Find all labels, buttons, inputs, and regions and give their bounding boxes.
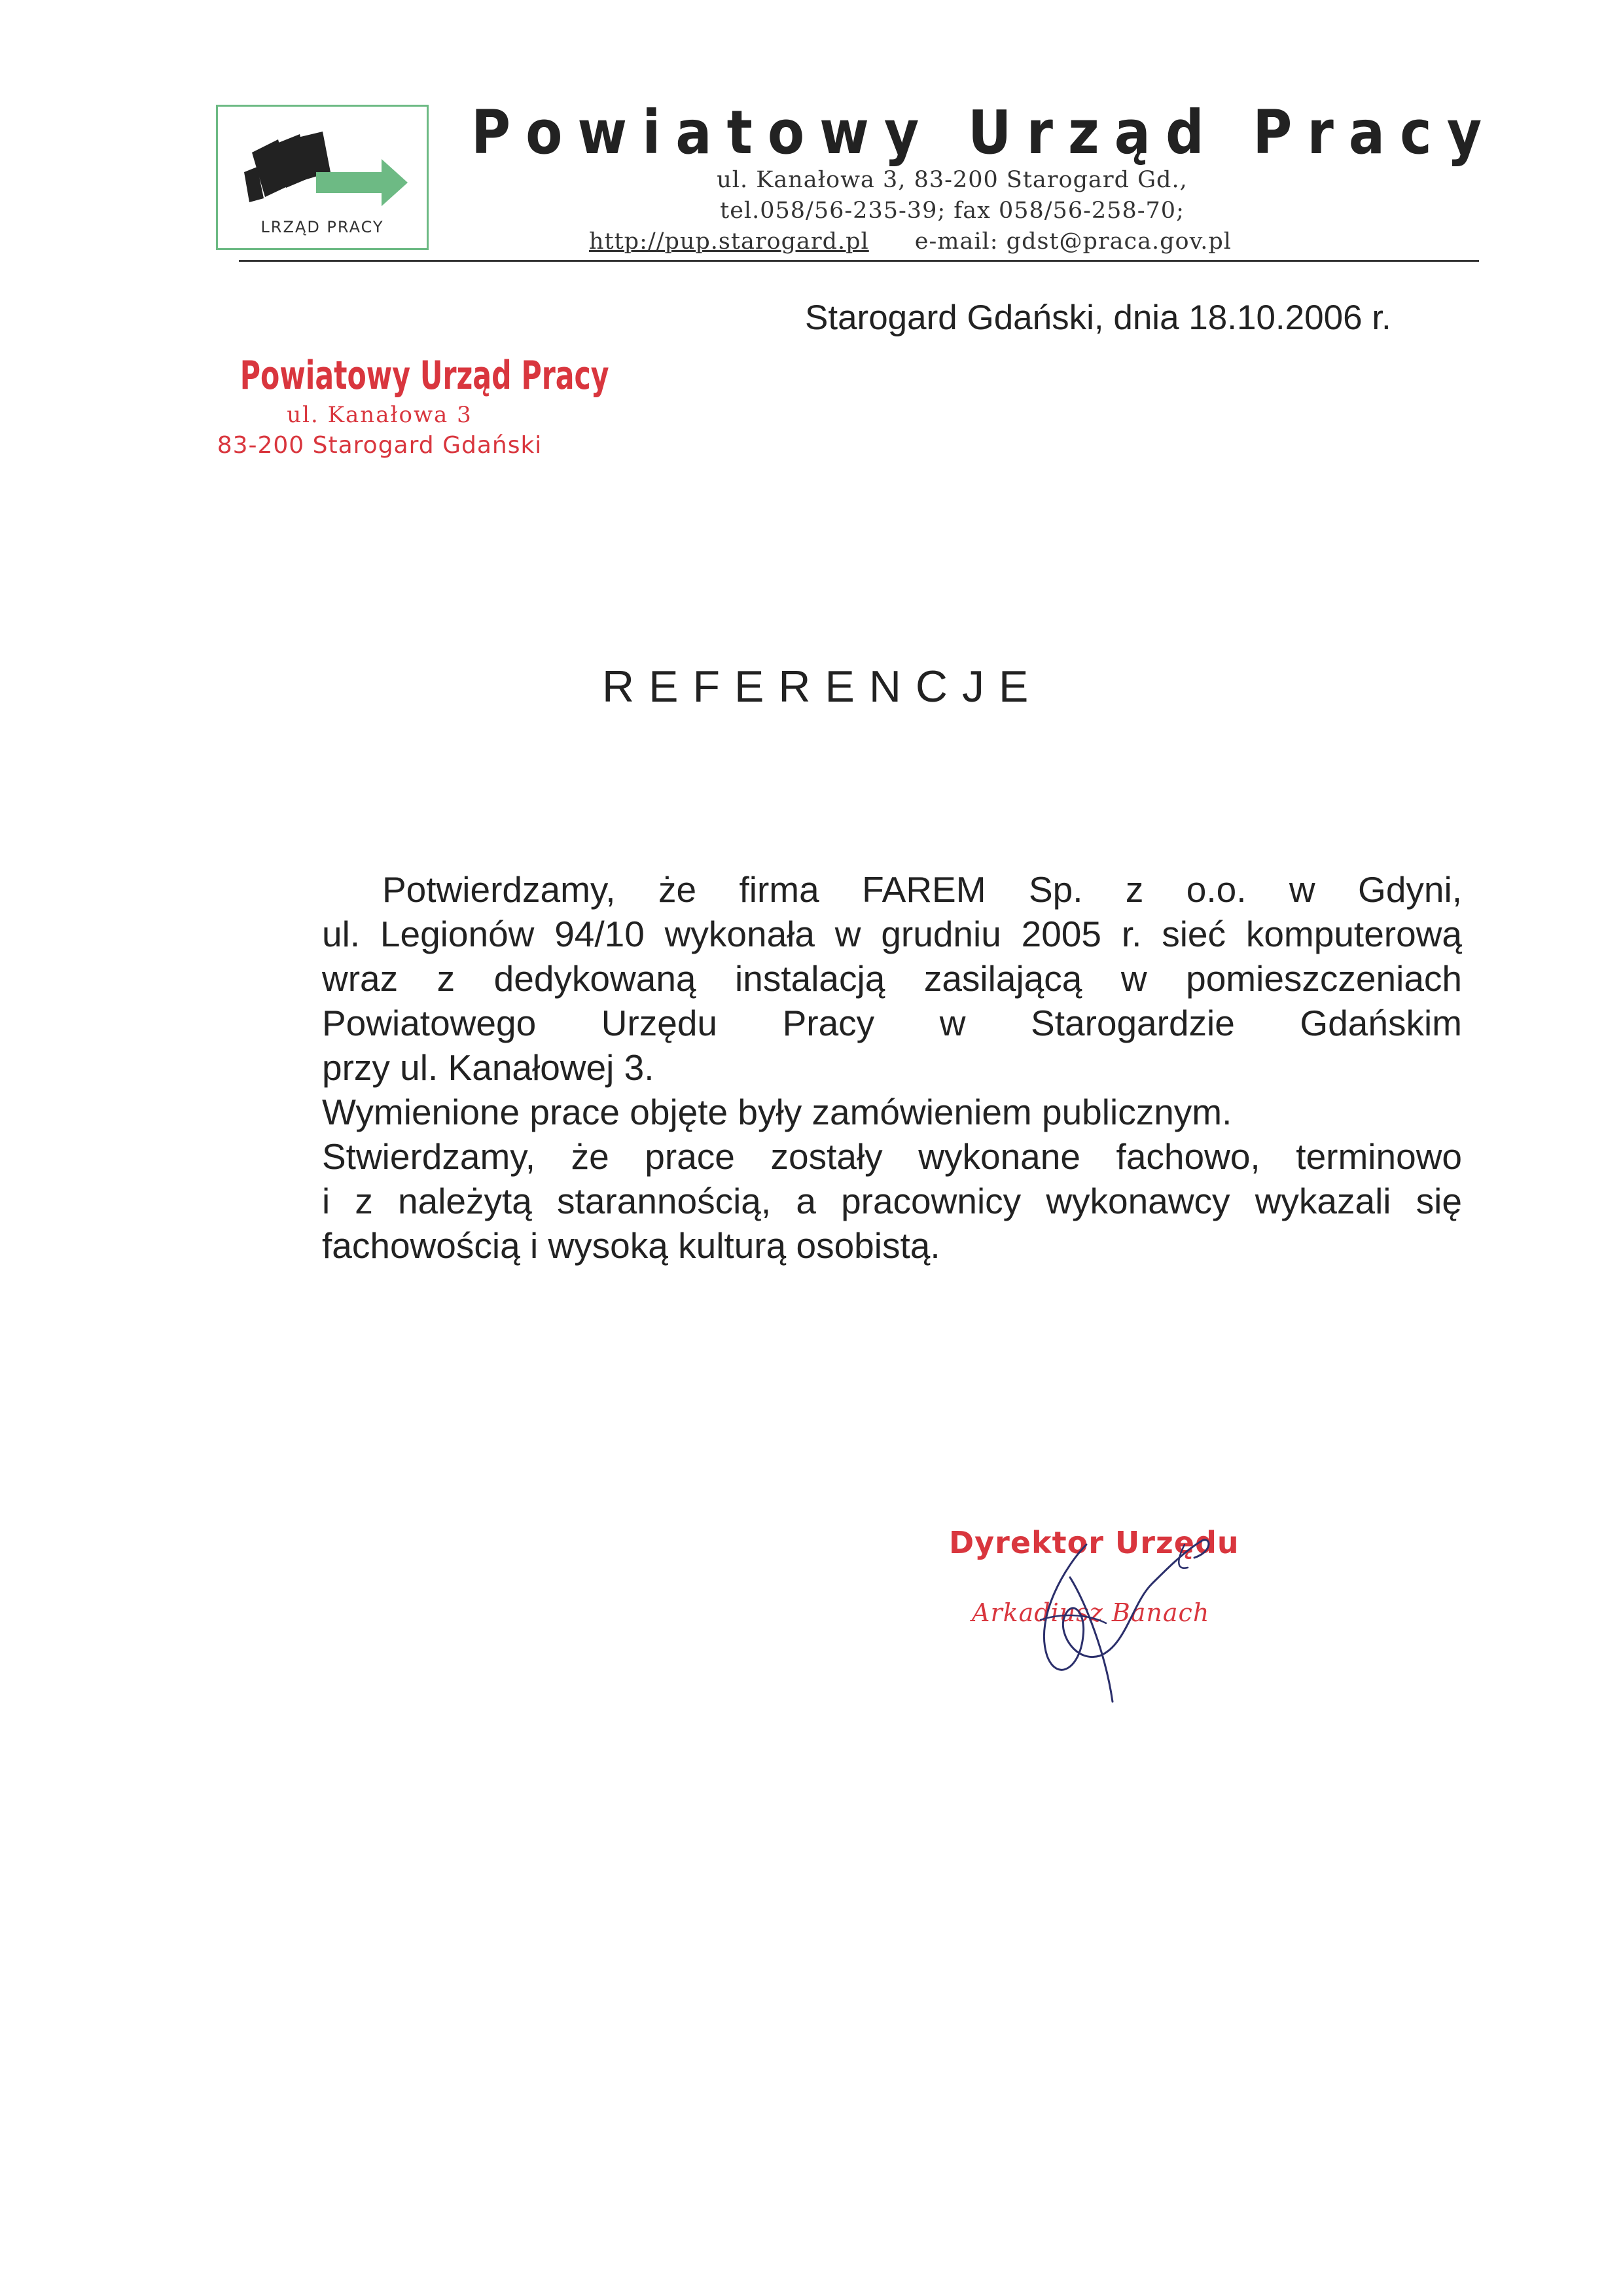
body-line: wraz z dedykowaną instalacją zasilającą w pomieszczeniach — [322, 958, 1462, 999]
handwritten-signature-icon — [936, 1505, 1302, 1715]
document-heading: REFERENCJE — [602, 662, 1043, 711]
address-line: ul. Kanałowa 3, 83-200 Starogard Gd., — [717, 167, 1188, 193]
organization-name: Powiatowy Urząd Pracy — [471, 98, 1497, 168]
body-line: fachowością i wysoką kulturą osobistą. — [322, 1225, 940, 1266]
stamp-street: ul. Kanałowa 3 — [287, 402, 473, 428]
signature-block — [936, 1505, 1302, 1715]
body-line: Stwierdzamy, że prace zostały wykonane fachowo, terminowo — [322, 1136, 1462, 1177]
logo-caption: LRZĄD PRACY — [260, 218, 384, 236]
website-link[interactable]: http://pup.starogard.pl — [589, 228, 869, 255]
letter-date: Starogard Gdański, dnia 18.10.2006 r. — [805, 298, 1391, 337]
letter-body — [322, 867, 1462, 1268]
body-line: Wymienione prace objęte były zamówieniem publicznym. — [322, 1092, 1232, 1132]
signature-name: Arkadiusz Banach — [972, 1598, 1210, 1627]
stamp-city: 83-200 Starogard Gdański — [217, 432, 543, 459]
body-line: Potwierdzamy, że firma FAREM Sp. z o.o. w Gdyni, — [382, 869, 1462, 910]
stamp-title: Powiatowy Urząd Pracy — [240, 353, 609, 399]
office-stamp — [209, 353, 609, 459]
body-line: ul. Legionów 94/10 wykonała w grudniu 2005 r. sieć komputerową — [322, 914, 1462, 954]
letterhead-divider — [239, 260, 1479, 262]
email-text: e-mail: gdst@praca.gov.pl — [914, 228, 1232, 255]
phone-line: tel.058/56-235-39; fax 058/56-258-70; — [720, 198, 1185, 224]
web-email-line — [576, 226, 1329, 257]
body-line: przy ul. Kanałowej 3. — [322, 1047, 654, 1088]
body-line: Powiatowego Urzędu Pracy w Starogardzie Gdańskim — [322, 1003, 1462, 1043]
organization-contact — [576, 165, 1329, 257]
organization-logo — [216, 105, 429, 250]
signature-title: Dyrektor Urzędu — [949, 1525, 1240, 1560]
body-line: i z należytą starannością, a pracownicy wykonawcy wykazali się — [322, 1181, 1462, 1221]
